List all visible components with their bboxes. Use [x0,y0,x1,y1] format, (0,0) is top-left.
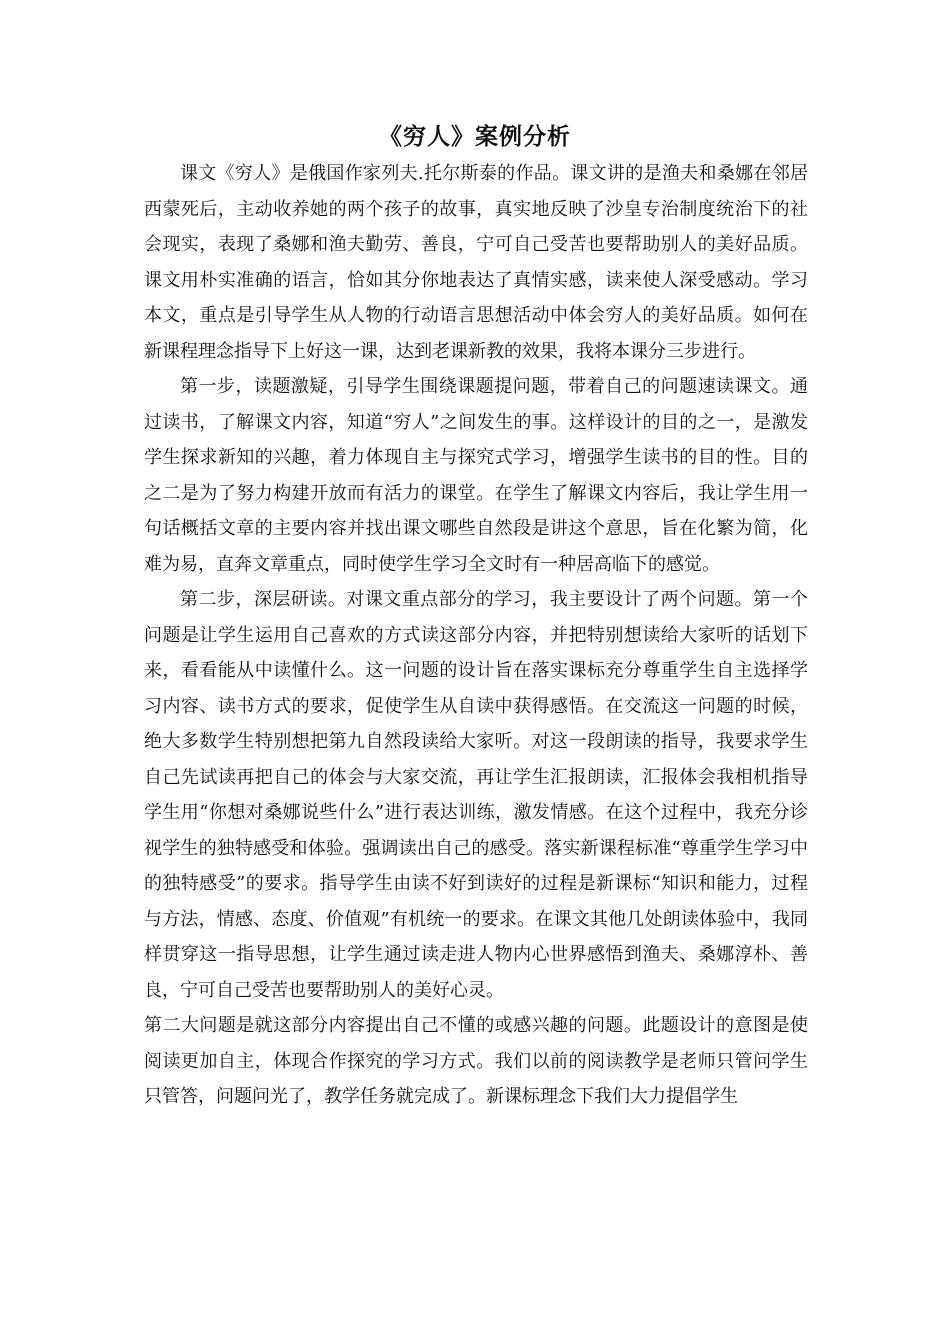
paragraph-second-question: 第二大问题是就这部分内容提出自己不懂的或感兴趣的问题。此题设计的意图是使阅读更加自主，体现合作探究的学习方式。我们以前的阅读教学是老师只管问学生只管答，问题问光了，教学任务就完成了。新课标理念下我们大力提倡学生 [144,1015,808,1107]
document-body [144,156,808,1115]
document-title: 《穷人》案例分析 [379,123,571,150]
paragraph-step-one: 第一步，读题激疑，引导学生围绕课题提问题，带着自己的问题速读课文。通过读书，了解课文内容，知道“穷人”之间发生的事。这样设计的目的之一，是激发学生探求新知的兴趣，着力体现自主与探究式学习，增强学生读书的目的性。目的之二是为了努力构建开放而有活力的课堂。在学生了解课文内容后，我让学生用一句话概括文章的主要内容并找出课文哪些自然段是讲这个意思，旨在化繁为简，化难为易，直奔文章重点，同时使学生学习全文时有一种居高临下的感觉。 [144,376,808,575]
paragraph-step-two: 第二步，深层研读。对课文重点部分的学习，我主要设计了两个问题。第一个问题是让学生运用自己喜欢的方式读这部分内容，并把特别想读给大家听的话划下来，看看能从中读懂什么。这一问题的设计旨在落实课标充分尊重学生自主选择学习内容、读书方式的要求，促使学生从自读中获得感悟。在交流这一问题的时候，绝大多数学生特别想把第九自然段读给大家听。对这一段朗读的指导，我要求学生自己先试读再把自己的体会与大家交流，再让学生汇报朗读，汇报体会我相机指导学生用“你想对桑娜说些什么”进行表达训练，激发情感。在这个过程中，我充分诊视学生的独特感受和体验。强调读出自己的感受。落实新课程标准“尊重学生学习中的独特感受”的要求。指导学生由读不好到读好的过程是新课标“知识和能力，过程与方法，情感、态度、价值观”有机统一的要求。在课文其他几处朗读体验中，我同样贯穿这一指导思想，让学生通过读走进人物内心世界感悟到渔夫、桑娜淳朴、善良，宁可自己受苦也要帮助别人的美好心灵。 [144,589,808,1001]
paragraph-intro: 课文《穷人》是俄国作家列夫.托尔斯泰的作品。课文讲的是渔夫和桑娜在邻居西蒙死后，主动收养她的两个孩子的故事，真实地反映了沙皇专治制度统治下的社会现实，表现了桑娜和渔夫勤劳、善良，宁可自己受苦也要帮助别人的美好品质。课文用朴实准确的语言，恰如其分你地表达了真情实感，读来使人深受感动。学习本文，重点是引导学生从人物的行动语言思想活动中体会穷人的美好品质。如何在新课程理念指导下上好这一课，达到老课新教的效果，我将本课分三步进行。 [144,163,808,362]
